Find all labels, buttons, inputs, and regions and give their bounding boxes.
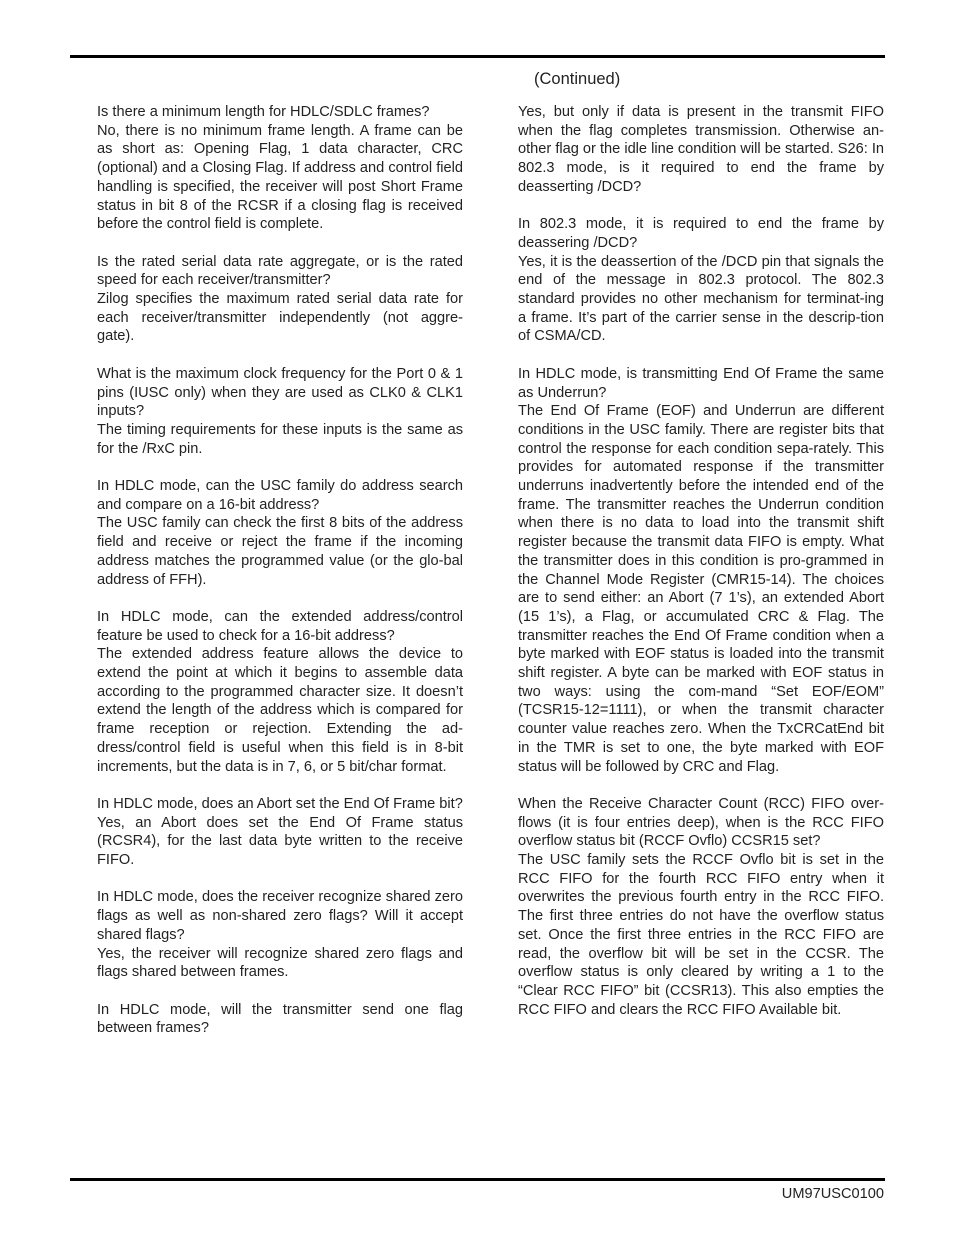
faq-answer: Yes, the receiver will recognize shared zero flags and flags shared between frames.: [97, 945, 463, 981]
bottom-rule: [70, 1178, 885, 1181]
faq-question: In 802.3 mode, it is required to end the frame by deassering /DCD?: [518, 216, 884, 251]
right-column: [518, 103, 884, 1038]
faq-item: [97, 1001, 463, 1038]
faq-question: What is the maximum clock frequency for the Port 0 & 1 pins (IUSC only) when they are used as CLK0 & CLK1 inputs?: [97, 365, 463, 420]
faq-question: In HDLC mode, will the transmitter send one flag between frames?: [97, 1001, 463, 1037]
faq-item: [518, 795, 884, 1019]
faq-answer: The timing requirements for these inputs is the same as for the /RxC pin.: [97, 421, 463, 457]
faq-item: [518, 103, 884, 197]
left-column: [97, 103, 463, 1057]
faq-question: Is the rated serial data rate aggregate, or is the rated speed for each receiver/transmitter?: [97, 253, 463, 289]
faq-item: [97, 795, 463, 870]
faq-question: In HDLC mode, does an Abort set the End Of Frame bit?: [97, 795, 463, 812]
faq-answer: The End Of Frame (EOF) and Underrun are different conditions in the USC family. There are register bits that control the response for each condition sepa-rately. This provides for automated response if the transmitter underruns inadvertently before the intended end of the frame. The transmitter reaches the Underrun condition when there is no data to load into the transmit shift register because the transmit data FIFO is empty. What the transmitter does in this condition is pro-grammed in the Channel Mode Register (CMR15-14). The choices are to send either: an Abort (7 1’s), an extended Abort (15 1’s), a Flag, or accumulated CRC & Flag. The transmitter reaches the End Of Frame condition when a byte marked with EOF status is loaded into the transmit shift register. A byte can be marked with EOF status in two ways: using the com-mand “Set EOF/EOM” (TCSR15-12=1111), or when the transmit character counter value reaches zero. When the TxCRCatEnd bit in the TMR is set to one, the byte marked with EOF status will be followed by CRC and Flag.: [518, 403, 884, 775]
faq-question: In HDLC mode, does the receiver recognize shared zero flags as well as non-shared zero flags? Will it accept shared flags?: [97, 889, 463, 943]
faq-item: [97, 365, 463, 459]
faq-item: [518, 215, 884, 346]
faq-question: In HDLC mode, is transmitting End Of Frame the same as Underrun?: [518, 365, 884, 401]
faq-question: In HDLC mode, can the USC family do address search and compare on a 16-bit address?: [97, 478, 463, 513]
faq-answer: Yes, but only if data is present in the transmit FIFO when the flag completes transmission. Otherwise an-other flag or the idle line condition will be started. S26: In 802.3 mode, is it required to end the frame by deasserting /DCD?: [518, 104, 884, 195]
faq-answer: The extended address feature allows the device to extend the point at which it begins to assemble data according to the programmed character size. It doesn’t extend the length of the address which is compared for frame reception or rejection. Extending the ad-dress/control field is useful when this field is in 8-bit increments, but the data is in 7, 6, or 5 bit/char format.: [97, 646, 463, 775]
faq-answer: Yes, an Abort does set the End Of Frame status (RCSR4), for the last data byte written to the receive FIFO.: [97, 814, 463, 869]
faq-question: When the Receive Character Count (RCC) FIFO over-flows (it is four entries deep), when is the RCC FIFO overflow status bit (RCCF Ovflo) CCSR15 set?: [518, 795, 884, 850]
faq-answer: The USC family can check the first 8 bits of the address field and receive or reject the frame if the incoming address matches the programmed value (or the glo-bal address of FFH).: [97, 515, 463, 588]
top-rule: [70, 55, 885, 58]
faq-answer: Yes, it is the deassertion of the /DCD pin that signals the end of the message in 802.3 protocol. The 802.3 standard provides no other mechanism for terminat-ing a frame. It’s part of the carrier sense in the descrip-tion of CSMA/CD.: [518, 253, 884, 345]
faq-question: In HDLC mode, can the extended address/control feature be used to check for a 16-bit address?: [97, 608, 463, 644]
faq-item: [518, 365, 884, 776]
faq-item: [97, 477, 463, 589]
document-id: UM97USC0100: [781, 1186, 884, 1202]
faq-item: [97, 608, 463, 776]
faq-answer: The USC family sets the RCCF Ovflo bit is set in the RCC FIFO for the fourth RCC FIFO entry when it overwrites the previous fourth entry in the RCC FIFO. The first three entries do not have the overflow status set. Once the first three entries in the RCC FIFO are read, the overflow bit will be set in the CCSR. The overflow status is only cleared by writing a 1 to the “Clear RCC FIFO” bit (CCSR13). This also empties the RCC FIFO and clears the RCC FIFO Available bit.: [518, 852, 884, 1018]
continued-label: (Continued): [534, 70, 621, 88]
faq-item: [97, 888, 463, 982]
faq-answer: Zilog specifies the maximum rated serial data rate for each receiver/transmitter independently (not aggre-gate).: [97, 291, 463, 345]
faq-question: Is there a minimum length for HDLC/SDLC frames?: [97, 104, 430, 120]
faq-item: [97, 253, 463, 347]
faq-item: [97, 103, 463, 234]
faq-answer: No, there is no minimum frame length. A frame can be as short as: Opening Flag, 1 data character, CRC (optional) and a Closing Flag. If address and control field handling is specified, the receiver will post Short Frame status in bit 8 of the RCSR if a closing flag is received before the control field is complete.: [97, 122, 463, 233]
